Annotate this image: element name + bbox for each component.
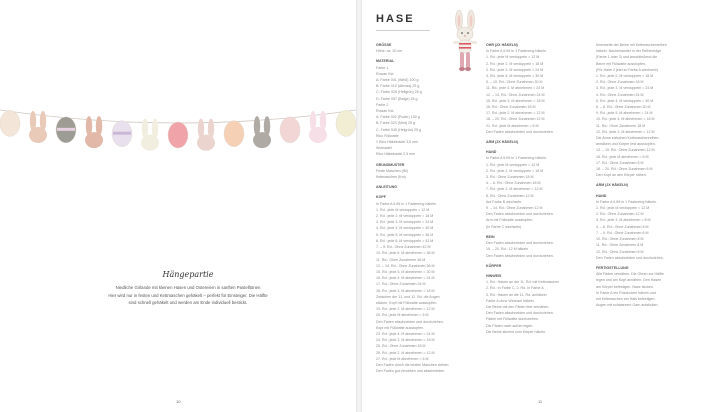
instruction-line: 2. Rd.: In Farbe C, 2. Rd. In Farbe A [486,286,544,291]
instruction-line: 2. Rd.: Ohne Zunahmen 12 M [596,212,644,217]
instruction-line: 11. Rd.: Ohne Zunahmen 36 M [376,257,426,262]
instruction-line: 11. Rd.: jede 4. M abnehmen = 24 M [486,86,545,91]
instruction-line: 1. Rd.: jede 2. M verdoppeln = 18 M [596,74,654,79]
instruction-line: Fäden mit Füllwatte durchziehen. [486,317,539,322]
garland-string [0,110,356,123]
instruction-heading: KOPF [376,195,386,200]
instruction-heading: BEIN [486,234,495,239]
instruction-line: Farbe 1 [376,65,389,70]
instruction-column-1 [376,42,474,374]
instruction-line: 5. Rd.: jede 4. M verdoppeln = 30 M [596,98,654,103]
instruction-line: 27. Rd.: jede M abnehmen = 6 M [376,356,429,361]
instruction-line: 18. Rd.: jede 3. M abnehmen = 18 M [376,288,435,293]
caption-line: sind schnell gehäkelt und werden am Ende individuell bestickt. [128,300,248,305]
garland-bunny [85,116,103,148]
instruction-line: 16. Rd.: Ohne Zunahmen 18 M [486,105,536,110]
caption-title: Hängepartie [162,270,214,279]
instruction-heading: GRUNDMUSTER [376,162,405,167]
instruction-line: 17. Rd.: Ohne Zunahmen 6 M [596,160,644,165]
instruction-line: In Farbe A 6 fM in 1 Fadenring häkeln. [596,199,657,204]
instruction-heading: HAND [596,193,607,198]
instruction-line: 3. Rd.: Hasen an die 11. Rd. anhäkeln [486,292,547,297]
instruction-line: 1. Rd.: Hasen an der 11. Rd. mit Kettmaschen [486,280,560,285]
page-number-right: 11 [538,399,543,404]
instruction-line: 4. Rd.: jede 4. M verdoppeln = 30 M [376,226,434,231]
instruction-line: Farbe 2 [376,102,389,107]
instruction-line: 10. Rd.: jede 6. M abnehmen = 36 M [376,251,435,256]
garland-bunny [309,111,327,143]
instruction-column-2 [486,42,584,335]
instruction-line: A: Farbe 002 (Puder) 100 g [376,115,420,120]
instruction-line: 2. Rd.: jede 2. M verdoppeln = 18 M [376,214,434,219]
garland-egg [280,117,300,143]
instruction-line: Rico Häkelnadel 2,5 mm [376,152,416,157]
instruction-line: Den Faden gut vernähen und abschneiden. [376,369,446,374]
instruction-line: B: Farbe 010 (Altrosa) 25 g [376,84,420,89]
instruction-line: In Farbe A 6 fM in 1 Fadenring häkeln. [376,201,437,206]
instruction-line: (Für Hase 2 jetzt zu Farbe A wechseln) [596,67,658,72]
instruction-heading: HINWEIS [486,273,502,278]
instruction-line: 1. Rd.: jede M verdoppeln = 12 M [596,206,650,211]
instruction-line: 11. Rd.: Ohne Zunahmen 8 M [596,243,644,248]
instruction-line: 16. Rd.: jede 4. M abnehmen = 24 M [376,276,435,281]
instruction-line: Feste Maschen (fM) [376,168,408,173]
instruction-line: B: Farbe 023 (Mint) 25 g [376,121,415,126]
instruction-line: 2. Rd.: jede 2. M verdoppeln = 18 M [486,61,544,66]
instruction-heading: ANLEITUNG [376,185,397,190]
instruction-line: 4. Rd.: jede 4. M verdoppeln = 30 M [486,74,544,79]
instruction-line: mit Kettmaschen am Hals befestigen. [596,296,656,301]
instruction-line: 25. Rd.: Ohne Zunahmen 18 M [376,344,426,349]
instruction-line: 26. Rd.: jede 2. M abnehmen = 12 M [376,350,435,355]
instruction-line: Wollnadel [376,146,392,151]
instruction-line: Den Faden abschneiden und durchziehen. [486,311,554,316]
instruction-line: Rowan Kid [376,71,394,76]
title-divider [376,30,430,31]
garland-egg [168,122,188,148]
instruction-line: 3. Rd.: jede 3. M verdoppeln = 24 M [596,86,654,91]
instruction-line: 7. – 9. Rd.: Ohne Zunahmen 8 M [596,230,649,235]
instruction-line: Rowan Kid [376,109,394,114]
instruction-heading: ARM (2X HÄKELN) [486,140,518,145]
instruction-line: Den Kopf an den Körper nähen. [596,173,647,178]
instruction-line: 1. Rd.: jede M verdoppeln = 12 M [486,162,540,167]
instruction-line: häkeln. Nacheinander in der Reihenfolge [596,49,662,54]
instruction-heading: HAND [486,150,497,155]
instruction-line: Den Faden abschneiden und durchziehen. [486,129,554,134]
instruction-line: 1 Rico Häkelnadel 3,0 mm [376,140,419,145]
instruction-line: 1. Rd.: jede M verdoppeln = 12 M [486,55,540,60]
section-title: HASE [376,13,415,25]
instruction-line: Die Arme zwischen Kettmaschenreihen [596,136,659,141]
instruction-line: Farbe A ohne Wechsel häkeln. [486,298,535,303]
instruction-line: anhäkeln und Körper fest ausstopfen. [596,142,656,147]
instruction-line: 10. Rd.: jede 4. M abnehmen = 18 M [596,117,655,122]
instruction-line: 5. Rd.: jede 5. M verdoppeln = 36 M [376,232,434,237]
instruction-line: 9. Rd.: jede 5. M abnehmen = 24 M [596,111,653,116]
instruction-line: 21. Rd.: jede M abnehmen = 6 M [486,123,539,128]
page-number-left: 10 [176,399,181,404]
garland-bunny [29,111,47,143]
instruction-line: 11. Rd.: Ohne Zunahmen 18 M [596,123,646,128]
instruction-line: 3. Rd.: jede 3. M verdoppeln = 24 M [376,220,434,225]
instruction-line: Die Beine mit den Fäden fest vernähen. [486,304,550,309]
garland-egg [336,110,356,136]
instruction-line: Den Faden abschneiden und durchziehen. [486,241,554,246]
instruction-line: In Farbe A ein Rüschchen häkeln und [596,290,656,295]
instruction-line: Innenseite der Beine mit Kettmaschenreihen [596,43,667,47]
garland-egg [224,121,244,147]
instruction-line: 24. Rd.: jede 3. M abnehmen = 18 M [376,338,435,343]
instruction-line: Kopf mit Füllwatte ausstopfen. [376,325,425,330]
instruction-line: Beine mit Füllwatte ausstopfen. [596,61,646,66]
instruction-line: Den Faden abschneiden und durchziehen. [596,255,664,260]
instruction-line: 18. – 20. Rd.: Ohne Zunahmen 12 M [486,117,545,122]
instruction-line: 12. Rd.: Ohne Zunahmen 8 M [596,249,644,254]
instruction-line: 17. Rd.: jede 2. M abnehmen = 12 M [486,111,545,116]
instruction-heading: OHR (2X HÄKELN) [486,43,518,47]
instruction-heading: FERTIGSTELLUNG [596,265,629,270]
garland-bunny [141,119,159,151]
instruction-column-3 [596,42,694,308]
instruction-line: 15. Rd.: jede 3. M abnehmen = 18 M [486,98,545,103]
instruction-line: 4. – 6. Rd.: Ohne Zunahmen 18 M [486,181,541,186]
instruction-line: Alle Fäden vernähen. Die Ohren zur Hälfte [596,272,664,277]
caption-block [88,270,288,307]
instruction-line: Augen mit schwarzem Garn aufsticken. [596,303,659,308]
instruction-line: 13. – 15. Rd.: Ohne Zunahmen 12 M [596,148,655,153]
instruction-line: (Farbe 1 oder 2) und anschließend die [596,55,658,60]
instruction-line: 8. Rd.: Ohne Zunahmen 12 M [486,193,534,198]
garland-bunny [197,119,215,151]
instruction-line: 7. – 9. Rd.: Ohne Zunahmen 42 M [376,245,431,250]
garland-egg [112,121,132,147]
instruction-line: Arm mit Füllwatte ausstopfen. [486,218,534,223]
instruction-line: D: Farbe 057 (Beige) 25 g [376,96,418,101]
instruction-heading: MATERIAL [376,59,395,64]
instruction-line: 19. Rd.: jede 2. M abnehmen = 12 M [376,307,435,312]
instruction-line: 2. Rd.: Ohne Zunahmen 18 M [596,80,644,85]
instruction-line: Die Fäden nach außen legen. [486,323,534,328]
instruction-line: 9. – 14. Rd.: Ohne Zunahmen 12 M [486,206,543,211]
instruction-line: am Körper befestigen. Nase sticken. [596,284,654,289]
instruction-line: C: Farbe 045 (Helgrün) 25 g [376,127,421,132]
instruction-line: 12. – 14. Rd.: Ohne Zunahmen 36 M [376,263,435,268]
instruction-line: 3. Rd.: Ohne Zunahmen 18 M [486,175,534,180]
easter-garland-illustration [0,88,356,168]
caption-line: Niedliche Girlande mit kleinen Hasen und Ostereiern in sanften Pastelltönen [115,285,261,290]
instruction-line: 3. Rd.: jede 3. M abnehmen = 8 M [596,218,651,223]
instruction-line: legen und am Kopf annähen. Den Hasen [596,278,662,283]
instruction-line: sticken, Kopf mit Füllwatte ausstopfen. [376,300,438,305]
instruction-line: 7. Rd.: jede 3. M abnehmen = 12 M [486,187,543,192]
instruction-line: 12. – 14. Rd.: Ohne Zunahmen 24 M [486,92,545,97]
right-page [362,0,720,412]
crochet-bunny-illustration [448,10,482,74]
instruction-heading: GRÖSSE [376,43,392,47]
instruction-line: 16. Rd.: jede M abnehmen = 6 M [596,154,649,159]
instruction-line: In Farbe A 6 fM in 1 Fadenring häkeln. [486,49,547,54]
instruction-line: Den Faden abschneiden und durchziehen. [486,253,554,258]
caption-line: Hier wird nur in festen und Kettmaschen gehäkelt – perfekt für Einsteiger. Die Hälfte [108,292,268,298]
instruction-line: A: Farbe 001 (Weiß) 100 g [376,78,419,83]
instruction-heading: ARM (2X HÄKELN) [596,183,628,188]
instruction-line: 2. Rd.: jede 2. M verdoppeln = 18 M [486,168,544,173]
garland-bunny [253,116,271,148]
instruction-line: Den Faden durch die letzten Maschen ziehen. [376,362,450,367]
instruction-line: 4. – 6. Rd.: Ohne Zunahmen 8 M [596,224,649,229]
instruction-line: 10. Rd.: Ohne Zunahmen 8 M [596,237,644,242]
instruction-heading: KÖRPER [486,263,502,268]
instruction-line: Rico Füllwatte [376,133,399,138]
instruction-line: Den Faden abschneiden und durchziehen. [486,212,554,217]
instruction-line: 12. Rd.: jede 3. M abnehmen = 12 M [596,129,655,134]
instruction-line: 20. Rd.: jede M abnehmen = 6 M [376,313,429,318]
instruction-line: (In Farbe C wechseln) [486,224,522,229]
instruction-line: 23. Rd.: jede 4. M abnehmen = 24 M [376,331,435,336]
instruction-line: 4. Rd.: Ohne Zunahmen 24 M [596,92,644,97]
garland-egg [56,117,76,143]
instruction-line: 6. – 8. Rd.: Ohne Zunahmen 30 M [596,105,651,110]
instruction-line: 3. Rd.: jede 3. M verdoppeln = 24 M [486,67,544,72]
garland-egg [0,110,20,136]
instruction-line: C: Farbe 026 (Hellgrün) 25 g [376,90,422,95]
instruction-line: 15. Rd.: jede 5. M abnehmen = 30 M [376,269,435,274]
instruction-line: 6. Rd.: jede 6. M verdoppeln = 42 M [376,238,434,243]
instruction-line: In Farbe A 6 fM in 1 Fadenring häkeln. [486,156,547,161]
instruction-line: 18. – 20. Rd.: Ohne Zunahmen 6 M [596,167,653,172]
instruction-line: 17. Rd.: Ohne Zunahmen 24 M [376,282,426,287]
instruction-line: Höhe: ca. 20 cm [376,49,403,54]
instruction-line: 5. – 10. Rd.: Ohne Zunahmen 30 M [486,80,543,85]
instruction-line: Kettmaschen (Km) [376,175,406,180]
instruction-line: Den Faden abschneiden und durchziehen. [376,319,444,324]
instruction-line: 15. – 20. Rd.: 12 M häkeln [486,247,529,252]
instruction-line: 1. Rd.: jede M verdoppeln = 12 M [376,207,430,212]
instruction-line: Zwischen der 11. und 12. Rd. die Augen [376,294,440,299]
left-page [0,0,356,412]
instruction-line: Auf Farbe B wechseln. [486,199,523,204]
instruction-line: Die Beine sitzend zum Körper häkeln. [486,329,547,334]
